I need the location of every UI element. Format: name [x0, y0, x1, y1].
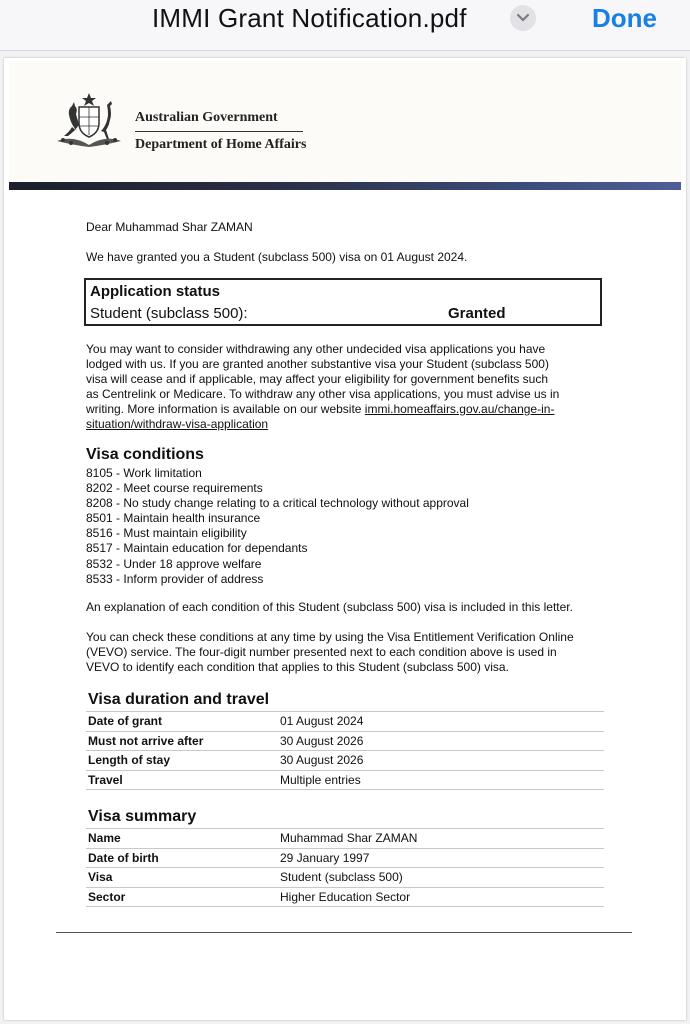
visa-conditions-list	[86, 466, 469, 587]
vevo-line: VEVO to identify each condition that applies to this Student (subclass 500) visa.	[86, 660, 509, 674]
table-row	[86, 770, 604, 790]
government-name: Australian Government	[135, 110, 278, 125]
condition-item: 8532 - Under 18 approve welfare	[86, 556, 262, 571]
status-value: Granted	[448, 305, 506, 322]
withdraw-line: lodged with us. If you are granted another substantive visa your Student (subclass 500)	[86, 357, 549, 371]
condition-item: 8501 - Maintain health insurance	[86, 511, 261, 526]
header-band-rule	[9, 182, 681, 190]
condition-item: 8516 - Must maintain eligibility	[86, 526, 247, 541]
withdraw-line: You may want to consider withdrawing any other undecided visa applications you have	[86, 342, 546, 356]
field-label: Must not arrive after	[86, 731, 278, 751]
status-title: Application status	[90, 283, 221, 300]
page-footer-divider	[56, 932, 632, 933]
field-value: 01 August 2024	[278, 712, 604, 732]
withdraw-line-text: writing. More information is available on our website	[86, 402, 365, 416]
field-label: Sector	[86, 887, 278, 907]
visa-summary-table	[86, 828, 604, 907]
table-row	[86, 868, 604, 888]
visa-duration-table	[86, 711, 604, 790]
field-value: Multiple entries	[278, 770, 604, 790]
grant-intro: We have granted you a Student (subclass 500) visa on 01 August 2024.	[86, 250, 468, 264]
chevron-down-icon	[516, 13, 530, 23]
field-label: Date of birth	[86, 848, 278, 868]
table-row	[86, 751, 604, 771]
table-row	[86, 887, 604, 907]
field-value: 30 August 2026	[278, 751, 604, 771]
field-label: Date of grant	[86, 712, 278, 732]
withdraw-line	[86, 402, 559, 417]
field-value: Muhammad Shar ZAMAN	[278, 829, 604, 849]
field-label: Name	[86, 829, 278, 849]
visa-summary-heading: Visa summary	[88, 808, 197, 825]
withdraw-line: visa will cease and if applicable, may affect your eligibility for government benefits such	[86, 372, 549, 386]
condition-item: 8208 - No study change relating to a critical technology without approval	[86, 496, 469, 511]
document-title[interactable]: IMMI Grant Notification.pdf	[152, 3, 467, 33]
condition-item: 8105 - Work limitation	[86, 466, 202, 480]
field-value: 29 January 1997	[278, 848, 604, 868]
field-value: 30 August 2026	[278, 731, 604, 751]
condition-item: 8202 - Meet course requirements	[86, 481, 263, 496]
conditions-explanation: An explanation of each condition of this Student (subclass 500) visa is included in this letter.	[86, 600, 573, 614]
field-label: Visa	[86, 868, 278, 888]
status-label: Student (subclass 500):	[90, 305, 248, 322]
table-row	[86, 829, 604, 849]
application-status-box	[84, 278, 602, 326]
visa-conditions-heading: Visa conditions	[86, 446, 204, 463]
done-button[interactable]: Done	[592, 3, 657, 33]
withdraw-paragraph	[86, 342, 559, 432]
table-row	[86, 712, 604, 732]
field-label: Length of stay	[86, 751, 278, 771]
field-value: Higher Education Sector	[278, 887, 604, 907]
salutation: Dear Muhammad Shar ZAMAN	[86, 220, 253, 234]
field-label: Travel	[86, 770, 278, 790]
field-value: Student (subclass 500)	[278, 868, 604, 888]
vevo-line: (VEVO) service. The four-digit number presented next to each condition above is used in	[86, 645, 557, 659]
withdraw-link-continued[interactable]: situation/withdraw-visa-application	[86, 417, 269, 431]
vevo-line: You can check these conditions at any time by using the Visa Entitlement Verification Online	[86, 630, 574, 644]
table-row	[86, 848, 604, 868]
withdraw-line: as Centrelink or Medicare. To withdraw any other visa applications, you must advise us in	[86, 387, 560, 401]
pdf-page[interactable]	[4, 58, 686, 1020]
viewer-toolbar	[0, 0, 690, 51]
visa-duration-heading: Visa duration and travel	[88, 691, 270, 708]
table-row	[86, 731, 604, 751]
document-menu-button[interactable]	[510, 5, 536, 31]
withdraw-line	[86, 417, 559, 432]
letterhead	[9, 61, 681, 182]
withdraw-link[interactable]: immi.homeaffairs.gov.au/change-in-	[364, 402, 555, 416]
department-name: Department of Home Affairs	[135, 137, 307, 152]
condition-item: 8533 - Inform provider of address	[86, 571, 264, 586]
condition-item: 8517 - Maintain education for dependants	[86, 541, 308, 556]
vevo-paragraph	[86, 630, 574, 675]
coat-of-arms-icon	[49, 91, 129, 151]
letterhead-divider	[135, 131, 303, 132]
